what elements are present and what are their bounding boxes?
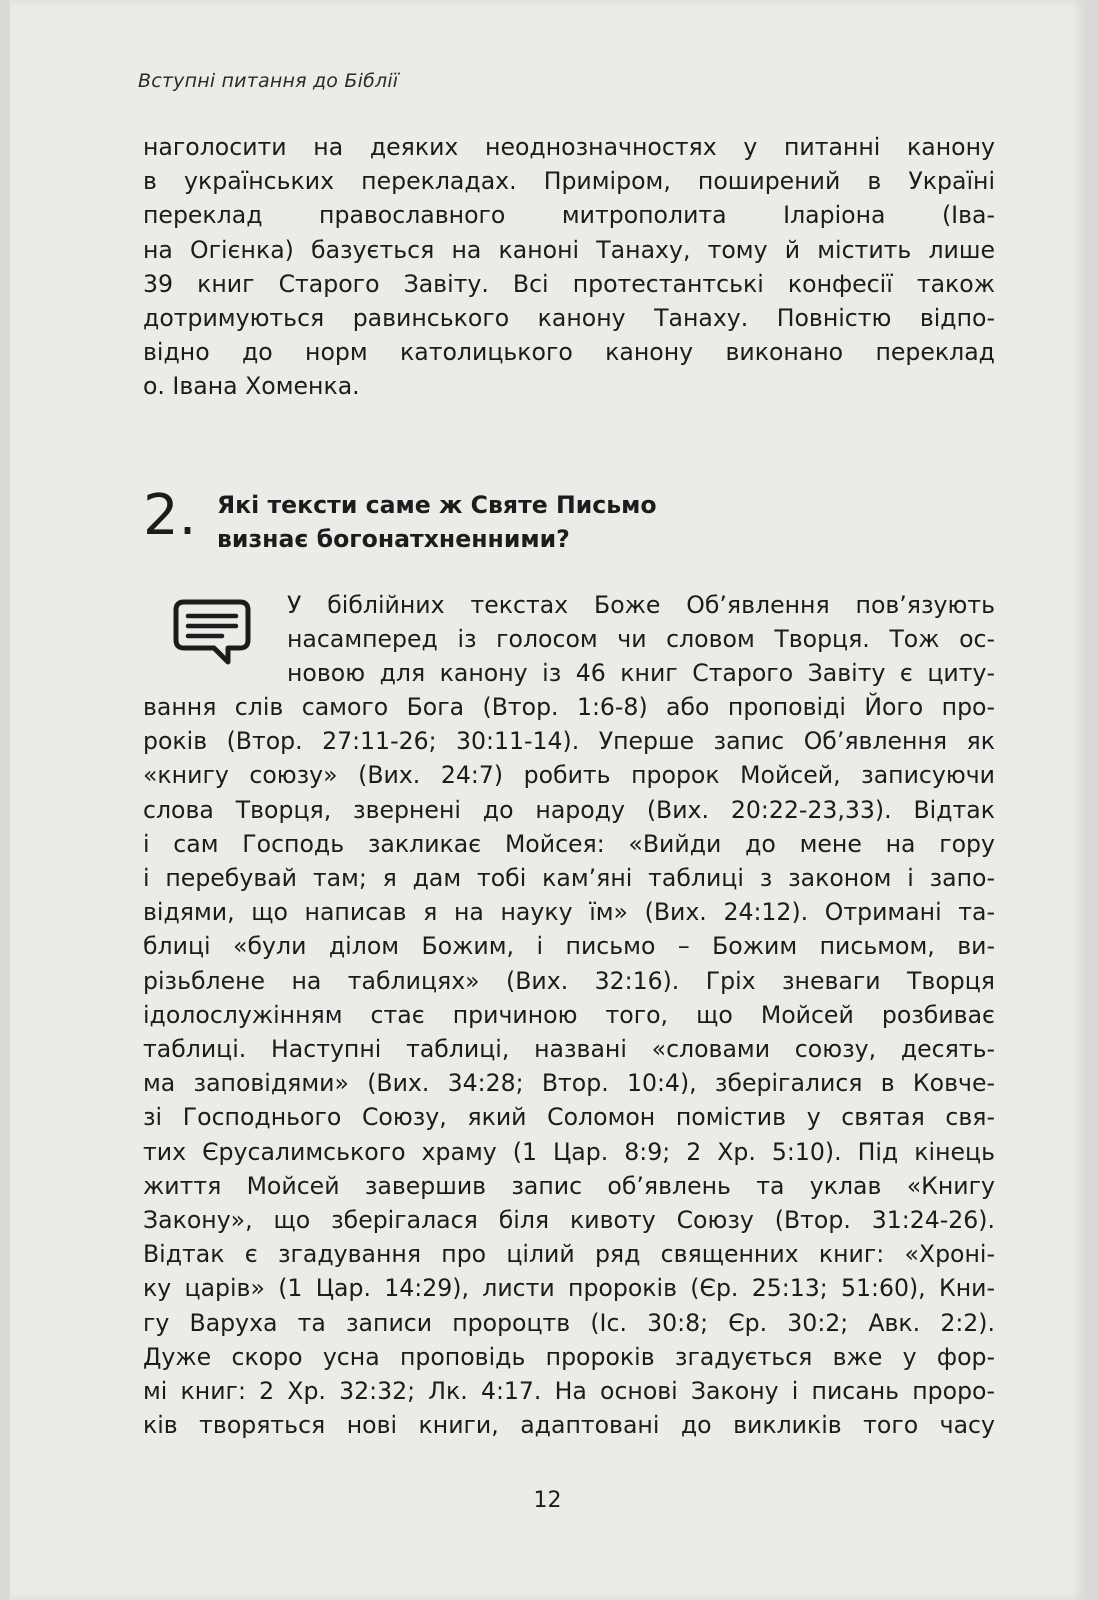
paragraph-line: ма заповідями» (Вих. 34:28; Втор. 10:4), зберігалися в Ковче- (143, 1069, 995, 1098)
paragraph-line: «книгу союзу» (Вих. 24:7) робить пророк Мойсей, записуючи (143, 761, 995, 790)
paragraph-line: Закону», що зберігалася біля кивоту Союзу (Втор. 31:24-26). (143, 1206, 995, 1235)
paragraph-line: о. Івана Хоменка. (143, 372, 360, 401)
paragraph-line: ідолослужінням стає причиною того, що Мойсей розбиває (143, 1000, 995, 1029)
paragraph-line: на Огієнка) базується на каноні Танаху, тому й містить лише (143, 235, 995, 264)
section-number: 2. (143, 483, 197, 548)
paragraph-line: і перебувай там; я дам тобі кам’яні таблиці з законом і запо- (143, 864, 995, 893)
paragraph-line: ку царів» (1 Цар. 14:29), листи пророків (Єр. 25:13; 51:60), Кни- (143, 1274, 995, 1303)
paragraph-line: Дуже скоро усна проповідь пророків згадується вже у фор- (143, 1342, 995, 1371)
paragraph-line: Відтак є згадування про цілий ряд священних книг: «Хроні- (143, 1240, 995, 1269)
paragraph-line: дотримуються равинського канону Танаху. Повністю відпо- (143, 304, 995, 333)
paragraph-line: зі Господнього Союзу, який Соломон помістив у святая свя- (143, 1103, 995, 1132)
paragraph-line: У біблійних текстах Боже Об’явлення пов’язують (287, 591, 995, 619)
paragraph-line: таблиці. Наступні таблиці, названі «словами союзу, десять- (143, 1035, 995, 1064)
paragraph-line: різьблене на таблицях» (Вих. 32:16). Гріх зневаги Творця (143, 966, 995, 995)
paragraph-line: ків творяться нові книги, адаптовані до викликів того часу (143, 1411, 995, 1440)
paragraph-line: блиці «були ділом Божим, і письмо – Божим письмом, ви- (143, 932, 995, 961)
paragraph-2-head (287, 588, 995, 691)
paragraph-line: життя Мойсей завершив запис об’явлень та уклав «Книгу (143, 1171, 995, 1200)
page-number: 12 (533, 1488, 562, 1513)
paragraph-line: переклад православного митрополита Іларіона (Іва- (143, 201, 995, 230)
paragraph-line: років (Втор. 27:11-26; 30:11-14). Уперше запис Об’явлення як (143, 727, 995, 756)
paragraph-line: тих Єрусалимського храму (1 Цар. 8:9; 2 Хр. 5:10). Під кінець (143, 1137, 995, 1166)
paragraph-1 (143, 130, 995, 404)
paragraph-line: слова Творця, звернені до народу (Вих. 20:22-23,33). Відтак (143, 795, 995, 824)
section-heading (143, 484, 995, 564)
paragraph-line: новою для канону із 46 книг Старого Завіту є циту- (287, 659, 995, 688)
paragraph-line: відями, що написав я на науку їм» (Вих. 24:12). Отримані та- (143, 898, 995, 927)
running-head: Вступні питання до Біблії (138, 70, 399, 92)
paragraph-line: наголосити на деяких неоднозначностях у питанні канону (143, 133, 995, 161)
paragraph-line: насамперед із голосом чи словом Творця. Тож ос- (287, 625, 995, 654)
section-title-line: визнає богонатхненними? (217, 525, 570, 553)
paragraph-line: відно до норм католицького канону виконано переклад (143, 338, 995, 367)
paragraph-line: вання слів самого Бога (Втор. 1:6-8) або проповіді Його про- (143, 693, 995, 721)
paragraph-line: в українських перекладах. Приміром, поширений в Україні (143, 167, 995, 196)
paragraph-line: 39 книг Старого Завіту. Всі протестантські конфесії також (143, 269, 995, 298)
section-title-line: Які тексти саме ж Святе Письмо (217, 491, 657, 519)
paragraph-line: і сам Господь закликає Мойсея: «Вийди до мене на гору (143, 829, 995, 858)
paragraph-line: мі книг: 2 Хр. 32:32; Лк. 4:17. На основі Закону і писань проро- (143, 1377, 995, 1406)
paragraph-2-body (143, 690, 995, 1442)
book-page (10, 0, 1085, 1600)
paragraph-line: гу Варуха та записи пророцтв (Іс. 30:8; Єр. 30:2; Авк. 2:2). (143, 1308, 995, 1337)
speech-bubble-icon (170, 596, 254, 668)
section-title (217, 488, 737, 556)
